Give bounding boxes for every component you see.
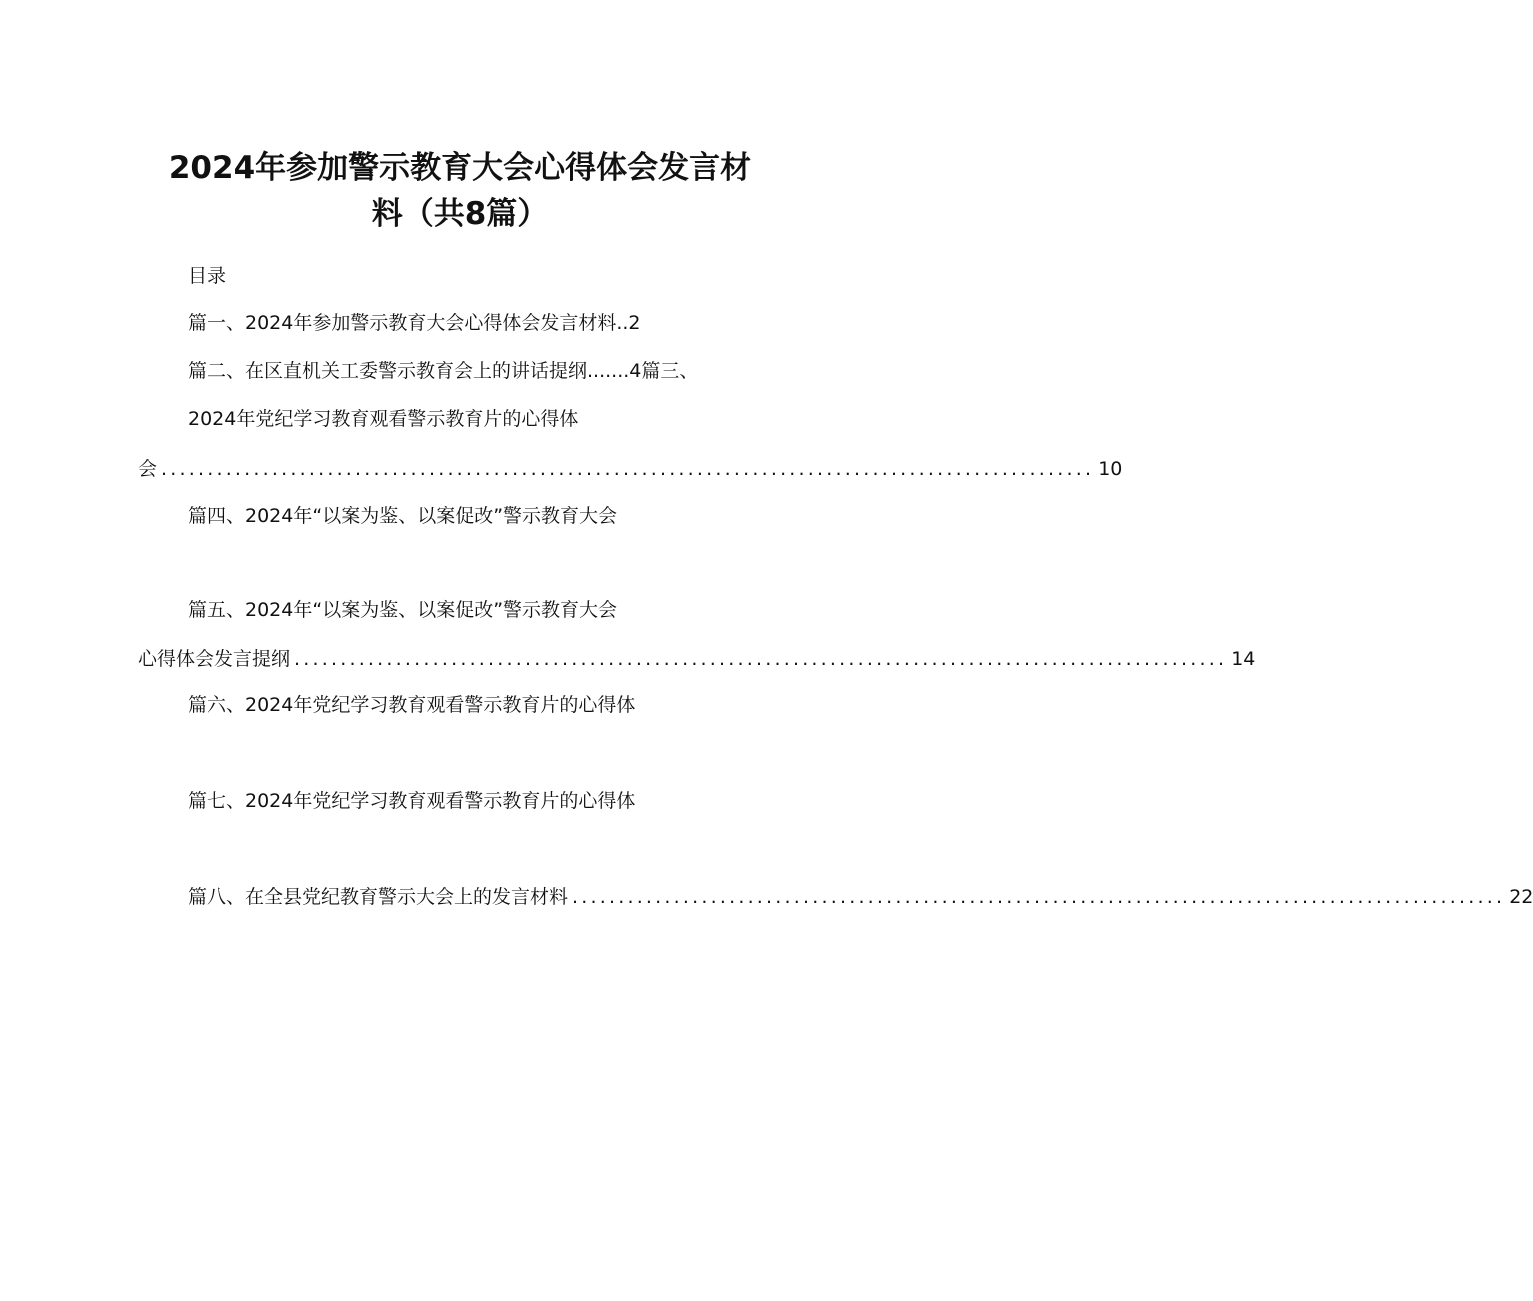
document-title-line-1: 2024年参加警示教育大会心得体会发言材 — [168, 150, 752, 186]
toc-entry-3-page: 10 — [1098, 458, 1123, 480]
toc-entry-3-text: 会 — [138, 458, 158, 480]
toc-entry-3-line-2[interactable] — [138, 457, 1123, 481]
toc-leader-dots: ..................................................................................................... — [161, 458, 1095, 480]
toc-entry-5-text: 心得体会发言提纲 — [138, 648, 291, 670]
toc-leader-dots: ..................................................................................................... — [294, 648, 1228, 670]
toc-entry-3-line-1[interactable]: 2024年党纪学习教育观看警示教育片的心得体 — [188, 408, 579, 430]
toc-entry-5-line-1[interactable]: 篇五、2024年“以案为鉴、以案促改”警示教育大会 — [188, 599, 618, 621]
document-title-line-2: 料（共8篇） — [371, 196, 549, 232]
toc-entry-8-text: 篇八、在全县党纪教育警示大会上的发言材料 — [188, 886, 569, 908]
toc-heading: 目录 — [188, 265, 227, 287]
toc-entry-7[interactable]: 篇七、2024年党纪学习教育观看警示教育片的心得体 — [188, 790, 636, 812]
toc-entry-4[interactable]: 篇四、2024年“以案为鉴、以案促改”警示教育大会 — [188, 505, 618, 527]
toc-entry-2[interactable]: 篇二、在区直机关工委警示教育会上的讲话提纲.......4篇三、 — [188, 360, 699, 382]
toc-entry-8[interactable] — [188, 885, 1533, 909]
toc-entry-8-page: 22 — [1509, 886, 1533, 908]
toc-entry-6[interactable]: 篇六、2024年党纪学习教育观看警示教育片的心得体 — [188, 694, 636, 716]
toc-entry-5-line-2[interactable] — [138, 647, 1256, 671]
toc-leader-dots: ..................................................................................................... — [572, 886, 1506, 908]
toc-entry-5-page: 14 — [1231, 648, 1256, 670]
toc-entry-1[interactable]: 篇一、2024年参加警示教育大会心得体会发言材料..2 — [188, 312, 641, 334]
